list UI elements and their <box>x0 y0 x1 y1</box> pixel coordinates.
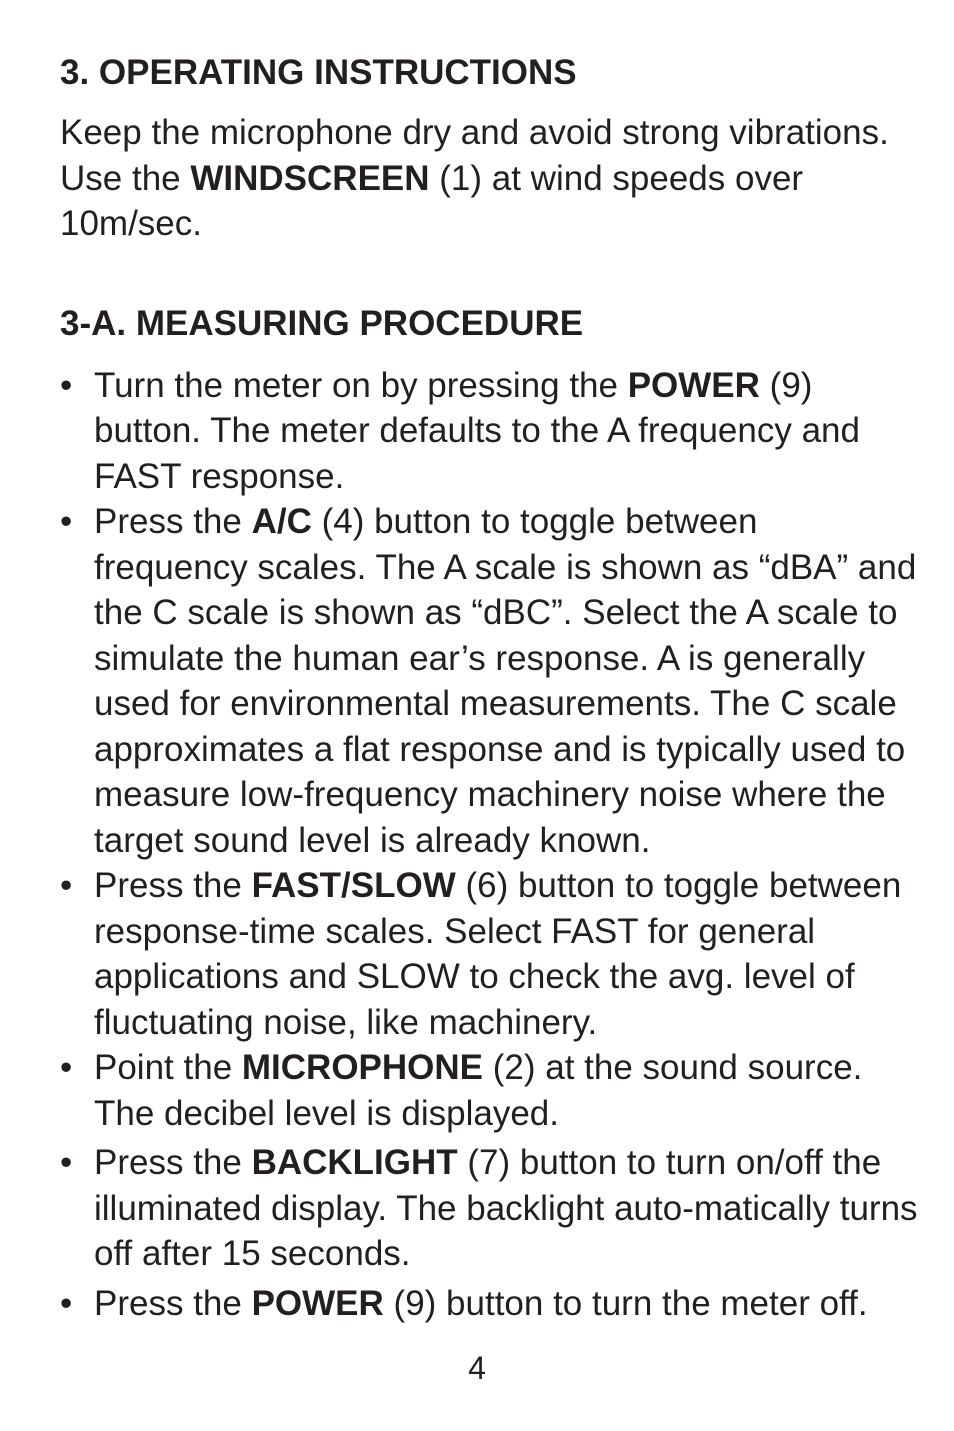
item-text-1: Press the <box>94 502 252 541</box>
subsection-heading: 3-A. MEASURING PROCEDURE <box>60 303 584 343</box>
list-item <box>60 499 920 863</box>
item-keyword: A/C <box>251 502 312 541</box>
bullet-glyph: • <box>60 502 73 541</box>
list-item <box>60 1140 920 1277</box>
item-text-1: Press the <box>94 1143 252 1182</box>
item-text-2: (9) button to turn the meter off. <box>383 1283 868 1323</box>
bullet-glyph: • <box>60 1048 73 1087</box>
intro-text-1: Keep the microphone dry and avoid strong vibrations. Use the <box>60 113 889 198</box>
item-text-1: Press the <box>94 866 252 905</box>
list-item <box>60 1281 920 1327</box>
bullet-glyph: • <box>60 1143 73 1182</box>
page-number: 4 <box>468 1350 486 1386</box>
section-heading: 3. OPERATING INSTRUCTIONS <box>60 53 577 92</box>
list-item <box>60 1045 920 1136</box>
bullet-glyph: • <box>60 1283 73 1323</box>
list-item <box>60 863 920 1045</box>
item-keyword: FAST/SLOW <box>251 866 456 905</box>
item-text-2: (4) button to toggle between frequency scales. The A scale is shown as “dBA” and the C scale is shown as “dBC”. Select the A scale to simulate the human ear’s response. A is generally used for environmental measurements. The C scale approximates a flat response and is typically used to measure low-frequency machinery noise where the target sound level is already known. <box>94 502 917 860</box>
manual-page <box>60 50 920 1326</box>
item-keyword: BACKLIGHT <box>251 1143 458 1182</box>
bullet-glyph: • <box>60 866 73 905</box>
item-text-2: (7) button to turn on/off the illuminated display. The backlight auto-matically turns off after 15 seconds. <box>94 1143 918 1273</box>
item-text-2: (9) button. The meter defaults to the A frequency and FAST response. <box>94 365 860 496</box>
intro-paragraph <box>60 110 920 247</box>
item-keyword: POWER <box>251 1283 384 1323</box>
intro-keyword-windscreen: WINDSCREEN <box>190 158 430 198</box>
item-text-1: Press the <box>94 1283 252 1323</box>
item-text-1: Point the <box>94 1048 242 1087</box>
item-text-1: Turn the meter on by pressing the <box>94 365 628 405</box>
item-text-2: (6) button to toggle between response-time scales. Select FAST for general applications and SLOW to check the avg. level of fluctuating noise, like machinery. <box>94 866 902 1042</box>
item-keyword: POWER <box>627 365 760 405</box>
intro-text-2: (1) at wind speeds over 10m/sec. <box>60 158 804 243</box>
item-text-2: (2) at the sound source. The decibel level is displayed. <box>94 1048 863 1133</box>
list-item <box>60 363 920 500</box>
bullet-glyph: • <box>60 365 73 405</box>
item-keyword: MICROPHONE <box>241 1048 484 1087</box>
procedure-list <box>60 363 920 1327</box>
